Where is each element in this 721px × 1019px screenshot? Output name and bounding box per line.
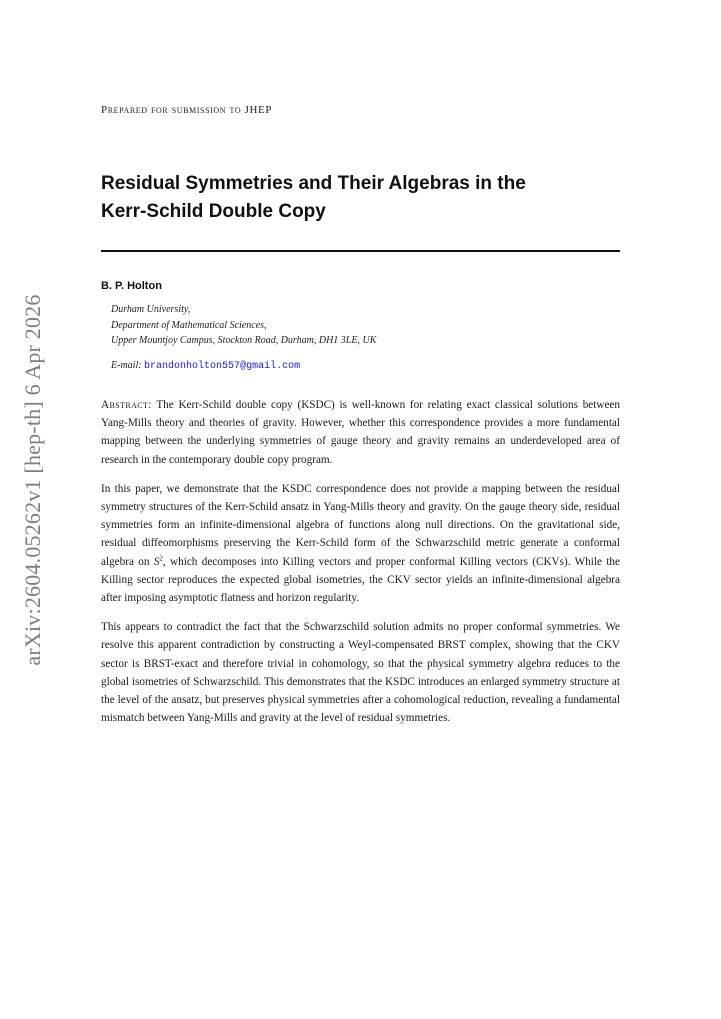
affiliation-line: Upper Mountjoy Campus, Stockton Road, Durham, DH1 3LE, UK: [111, 335, 377, 346]
affiliation-line: Department of Mathematical Sciences,: [111, 319, 267, 331]
abstract-label: Abstract:: [101, 399, 152, 411]
author-affiliation: [111, 302, 376, 349]
abstract-paragraph-1: [101, 396, 620, 469]
title-line-2: Kerr-Schild Double Copy: [101, 201, 326, 222]
abstract-text-2a: In this paper, we demonstrate that the KSDC correspondence does not provide a mapping between the residual symmetry structures of the Kerr-Schild ansatz in Yang-Mills theory and gravity. On the gauge theory side, residual symmetries form an infinite-dimensional algebra of functions along null directions. On the gravitational side, residual diffeomorphisms preserving the Kerr-Schild form of the Schwarzschild metric generate a conformal algebra on: [101, 482, 620, 568]
abstract-paragraph-3: This appears to contradict the fact that the Schwarzschild solution admits no proper conformal symmetries. We resolve this apparent contradiction by constructing a Weyl-compensated BRST complex, showing that the CKV sector is BRST-exact and therefore trivial in cohomology, so that the physical symmetry algebra reduces to the global isometries of Schwarzschild. This demonstrates that the KSDC introduces an enlarged symmetry structure at the level of the ansatz, but preserves physical symmetries after a cohomological reduction, revealing a fundamental mismatch between Yang-Mills and gravity at the level of residual symmetries.: [101, 621, 620, 725]
email-link[interactable]: brandonholton557@gmail.com: [144, 361, 301, 372]
title-divider: [101, 250, 620, 252]
affiliation-line: Durham University,: [111, 304, 191, 315]
math-superscript: 2: [159, 553, 163, 562]
submission-note: Prepared for submission to JHEP: [101, 104, 273, 116]
email-label: E-mail:: [111, 360, 142, 371]
author-name: B. P. Holton: [101, 280, 162, 292]
abstract-paragraph-2: [101, 480, 620, 607]
title-line-1: Residual Symmetries and Their Algebras in the: [101, 173, 526, 194]
arxiv-identifier[interactable]: arXiv:2604.05262v1 [hep-th] 6 Apr 2026: [20, 294, 45, 666]
abstract-text-2b: , which decomposes into Killing vectors and proper conformal Killing vectors (CKVs). While the Killing sector reproduces the expected global isometries, the CKV sector yields an infinite-dimensional algebra after imposing asymptotic flatness and horizon regularity.: [101, 555, 620, 605]
author-email-line: [111, 360, 300, 372]
abstract-text-1: The Kerr-Schild double copy (KSDC) is well-known for relating exact classical solutions between Yang-Mills theory and theories of gravity. However, whether this correspondence provides a more fundamental mapping between the underlying symmetries of gauge theory and gravity remains an underdeveloped area of research in the contemporary double copy program.: [101, 399, 620, 466]
paper-title: [101, 170, 621, 226]
math-symbol: S: [153, 555, 160, 568]
abstract: [101, 396, 620, 738]
